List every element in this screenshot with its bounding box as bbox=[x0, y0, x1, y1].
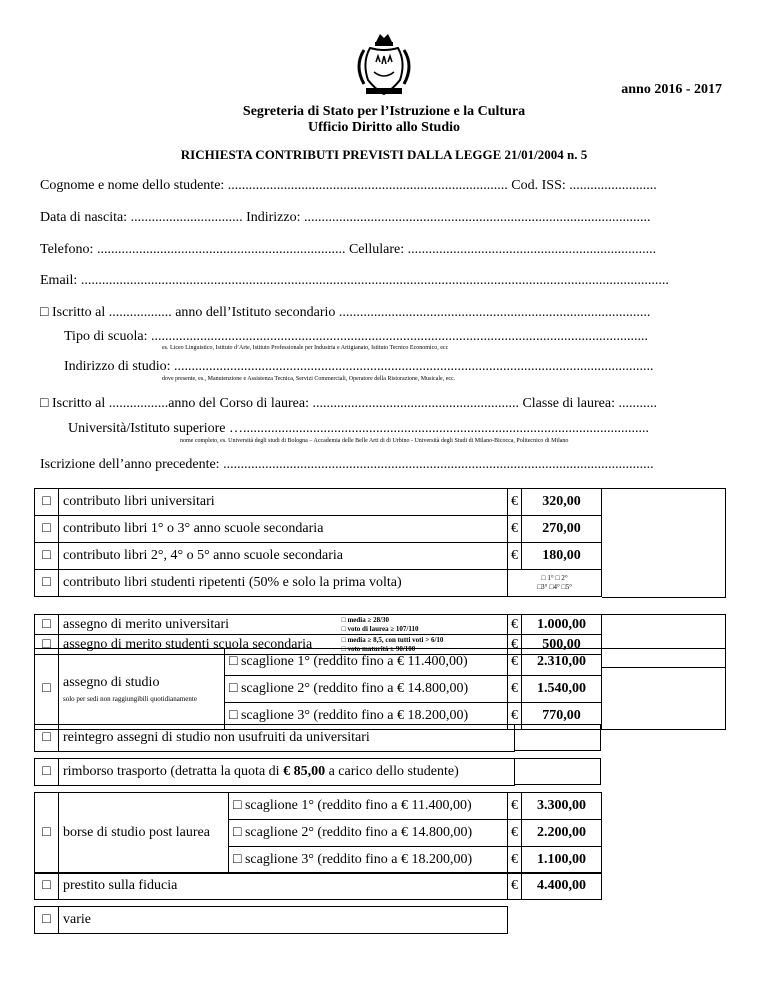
condition-2[interactable]: □ voto di laurea ≥ 107/110 bbox=[341, 624, 419, 633]
misc-table bbox=[34, 906, 602, 934]
study-grant-table bbox=[34, 648, 602, 730]
condition-2[interactable]: □ voto maturità ≥ 90/100 bbox=[341, 644, 416, 653]
euro-sign: € bbox=[508, 516, 522, 543]
bracket-label[interactable]: □ scaglione 3° (reddito fino a € 18.200,00) bbox=[225, 703, 508, 730]
checkbox[interactable]: □ bbox=[35, 570, 59, 597]
checkbox[interactable]: □ bbox=[35, 543, 59, 570]
amount: 1.540,00 bbox=[522, 676, 602, 703]
study-track-hint: dove presente, es., Manutenzione e Assistenza Tecnica, Servizi Commerciali, Operatore della Ristorazione, Musicale, ecc. bbox=[162, 376, 456, 382]
university-enrollment-field[interactable]: □ Iscritto al .................anno del Corso di laurea: ........................................................... Classe di laurea: ........... bbox=[40, 396, 657, 411]
row-label: varie bbox=[59, 907, 508, 934]
office-use-box-3 bbox=[602, 648, 726, 730]
secondary-enrollment-field[interactable]: □ Iscritto al .................. anno dell’Istituto secondario ......................................................................................... bbox=[40, 305, 651, 320]
refund-amount: € 85,00 bbox=[283, 764, 326, 779]
study-grant-note: solo per sedi non raggiungibili quotidianamente bbox=[63, 694, 197, 703]
amount: 2.200,00 bbox=[522, 820, 602, 847]
euro-sign: € bbox=[508, 615, 522, 635]
amount: 4.400,00 bbox=[522, 873, 602, 900]
euro-sign: € bbox=[508, 489, 522, 516]
university-field[interactable]: Università/Istituto superiore ….................................................................................................................... bbox=[68, 421, 649, 436]
office-use-box-1 bbox=[602, 488, 726, 598]
trust-loan-table bbox=[34, 872, 602, 900]
postgrad-scholarship-table bbox=[34, 792, 602, 874]
table-row bbox=[35, 570, 602, 597]
euro-sign: € bbox=[508, 649, 522, 676]
condition-1[interactable]: □ media ≥ 28/30 bbox=[341, 615, 390, 624]
amount: 320,00 bbox=[522, 489, 602, 516]
school-type-hint: es. Liceo Linguistico, Istituto d’Arte, Istituto Professionale per Industria e Artigianato, Istituto Tecnico Economico, ecc bbox=[162, 345, 449, 351]
row-label: contributo libri universitari bbox=[59, 489, 508, 516]
study-grant-cell bbox=[59, 649, 225, 730]
row-label: contributo libri 1° o 3° anno scuole secondaria bbox=[59, 516, 508, 543]
table-row bbox=[35, 907, 603, 934]
refund-text: rimborso trasporto (detratta la quota di bbox=[63, 764, 284, 779]
amount: 2.310,00 bbox=[522, 649, 602, 676]
office-use-box-4 bbox=[515, 724, 601, 751]
bracket-label[interactable]: □ scaglione 1° (reddito fino a € 11.400,00) bbox=[225, 649, 508, 676]
euro-sign: € bbox=[508, 820, 522, 847]
school-year: anno 2016 - 2017 bbox=[621, 82, 722, 97]
book-contributions-table bbox=[34, 488, 602, 597]
table-row bbox=[35, 725, 515, 752]
form-title: RICHIESTA CONTRIBUTI PREVISTI DALLA LEGGE 21/01/2004 n. 5 bbox=[180, 147, 588, 162]
bracket-label[interactable]: □ scaglione 2° (reddito fino a € 14.800,00) bbox=[225, 676, 508, 703]
row-label: assegno di studio bbox=[63, 674, 160, 690]
table-row bbox=[35, 543, 602, 570]
bracket-label[interactable]: □ scaglione 2° (reddito fino a € 14.800,00) bbox=[229, 820, 508, 847]
euro-sign: € bbox=[508, 635, 522, 655]
amount: 500,00 bbox=[522, 635, 602, 655]
table-row bbox=[35, 516, 602, 543]
checkbox[interactable]: □ bbox=[35, 516, 59, 543]
table-row bbox=[35, 759, 515, 786]
checkbox[interactable]: □ bbox=[35, 489, 59, 516]
university-hint: nome completo, es. Università degli studi di Bologna – Accademia delle Belle Arti di di Urbino - Università degli Studi di Milano-Bicocca, Politecnico di Milano bbox=[180, 438, 569, 444]
checkbox[interactable]: □ bbox=[35, 725, 59, 752]
header-office-line2: Ufficio Diritto allo Studio bbox=[307, 120, 461, 135]
table-row bbox=[35, 649, 602, 676]
header-office-line1: Segreteria di Stato per l’Istruzione e la Cultura bbox=[242, 104, 526, 119]
birth-address-field[interactable]: Data di nascita: ................................ Indirizzo: ................................................................................................... bbox=[40, 210, 651, 225]
table-row bbox=[35, 793, 602, 820]
row-label: borse di studio post laurea bbox=[59, 793, 229, 874]
row-label: assegno di merito studenti scuola secondaria bbox=[59, 635, 338, 655]
euro-sign: € bbox=[508, 873, 522, 900]
row-label bbox=[59, 759, 515, 786]
row-label: prestito sulla fiducia bbox=[59, 873, 508, 900]
amount: 1.000,00 bbox=[522, 615, 602, 635]
euro-sign: € bbox=[508, 676, 522, 703]
merit-conditions[interactable] bbox=[338, 615, 508, 635]
office-use-box-5 bbox=[515, 758, 601, 785]
transport-refund-table bbox=[34, 758, 515, 786]
euro-sign: € bbox=[508, 847, 522, 874]
previous-enrollment-field[interactable]: Iscrizione dell’anno precedente: ........................................................................................................................... bbox=[40, 457, 654, 472]
study-track-field[interactable]: Indirizzo di studio: ......................................................................................................................................... bbox=[64, 359, 654, 374]
year-options-2[interactable]: □3° □4° □5° bbox=[536, 583, 573, 591]
euro-sign: € bbox=[508, 793, 522, 820]
refund-text-2: a carico dello studente) bbox=[325, 764, 459, 779]
checkbox[interactable]: □ bbox=[35, 793, 59, 874]
checkbox[interactable]: □ bbox=[35, 649, 59, 730]
phone-field[interactable]: Telefono: ....................................................................... Cellulare: ....................................................................... bbox=[40, 242, 657, 257]
year-options[interactable] bbox=[508, 570, 602, 597]
euro-sign: € bbox=[508, 703, 522, 730]
table-row bbox=[35, 615, 602, 635]
reinstatement-table bbox=[34, 724, 515, 752]
bracket-label[interactable]: □ scaglione 1° (reddito fino a € 11.400,00) bbox=[229, 793, 508, 820]
table-row bbox=[35, 489, 602, 516]
amount: 770,00 bbox=[522, 703, 602, 730]
amount: 1.100,00 bbox=[522, 847, 602, 874]
row-label: reintegro assegni di studio non usufruiti da universitari bbox=[59, 725, 515, 752]
amount: 3.300,00 bbox=[522, 793, 602, 820]
checkbox[interactable]: □ bbox=[35, 873, 59, 900]
student-name-field[interactable]: Cognome e nome dello studente: ................................................................................ Cod. ISS: ......................... bbox=[40, 178, 657, 193]
checkbox[interactable]: □ bbox=[35, 635, 59, 655]
checkbox[interactable]: □ bbox=[35, 759, 59, 786]
school-type-field[interactable]: Tipo di scuola: .............................................................................................................................................. bbox=[64, 329, 648, 344]
amount: 270,00 bbox=[522, 516, 602, 543]
row-label: contributo libri 2°, 4° o 5° anno scuole secondaria bbox=[59, 543, 508, 570]
email-field[interactable]: Email: ........................................................................................................................................................................ bbox=[40, 273, 669, 288]
checkbox[interactable]: □ bbox=[35, 907, 59, 934]
condition-1[interactable]: □ media ≥ 8,5, con tutti voti > 6/10 bbox=[341, 635, 444, 644]
bracket-label[interactable]: □ scaglione 3° (reddito fino a € 18.200,00) bbox=[229, 847, 508, 874]
table-row bbox=[35, 873, 602, 900]
row-label: contributo libri studenti ripetenti (50% e solo la prima volta) bbox=[59, 570, 508, 597]
misc-amount-cell[interactable] bbox=[507, 907, 602, 934]
amount: 180,00 bbox=[522, 543, 602, 570]
euro-sign: € bbox=[508, 543, 522, 570]
checkbox[interactable]: □ bbox=[35, 615, 59, 635]
year-options-1[interactable]: □ 1° □ 2° bbox=[541, 574, 568, 582]
row-label: assegno di merito universitari bbox=[59, 615, 338, 635]
